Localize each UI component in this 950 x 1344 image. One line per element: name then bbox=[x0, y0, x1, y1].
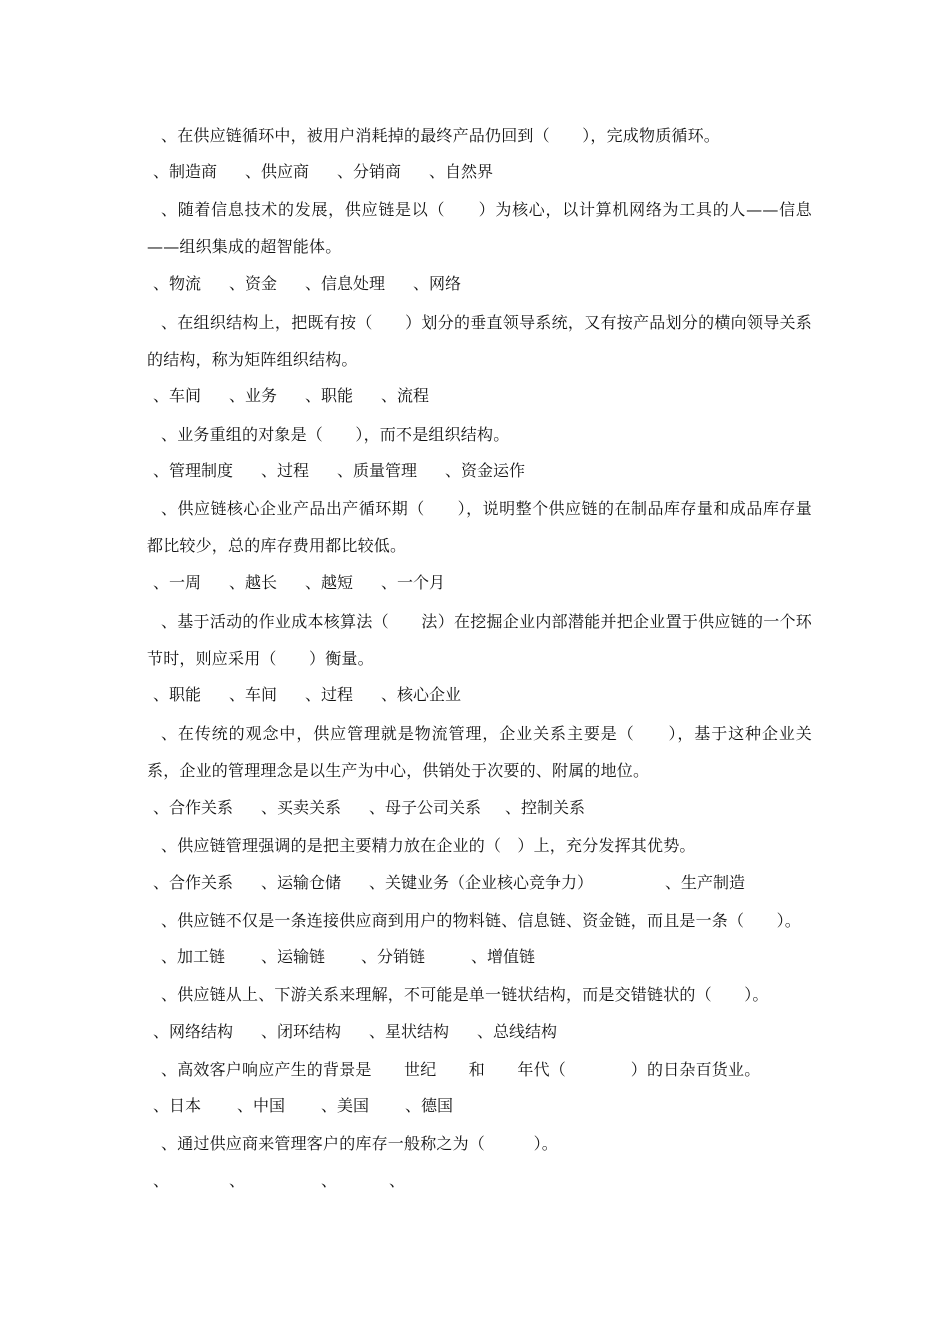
question-4-option-d: 、资金运作 bbox=[445, 461, 526, 480]
question-11-option-a: 、日本 bbox=[153, 1096, 202, 1115]
question-6-option-a: 、职能 bbox=[153, 685, 202, 704]
question-11-option-d: 、德国 bbox=[405, 1096, 454, 1115]
question-7-option-a: 、合作关系 bbox=[153, 798, 234, 817]
question-9-option-d: 、增值链 bbox=[471, 947, 536, 966]
question-9-stem: 、供应链不仅是一条连接供应商到用户的物料链、信息链、资金链，而且是一条（ ）。 bbox=[161, 911, 802, 930]
question-6-option-d: 、核心企业 bbox=[381, 685, 462, 704]
question-5-option-c: 、越短 bbox=[305, 573, 354, 592]
question-7-stem: 、在传统的观念中，供应管理就是物流管理，企业关系主要是（ ），基于这种企业关系，企业的管理理念是以生产为中心，供销处于次要的、附属的地位。 bbox=[147, 724, 812, 780]
question-4-option-a: 、管理制度 bbox=[153, 461, 234, 480]
question-5-stem: 、供应链核心企业产品出产循环期（ ），说明整个供应链的在制品库存量和成品库存量都比较少，总的库存费用都比较低。 bbox=[147, 499, 812, 555]
question-6-option-c: 、过程 bbox=[305, 685, 354, 704]
question-6-option-b: 、车间 bbox=[229, 685, 278, 704]
question-3-stem: 、在组织结构上，把既有按（ ）划分的垂直领导系统，又有按产品划分的横向领导关系的结构，称为矩阵组织结构。 bbox=[147, 313, 812, 369]
question-3-option-a: 、车间 bbox=[153, 386, 202, 405]
question-12-option-d: 、 bbox=[389, 1171, 406, 1190]
question-10-option-b: 、闭环结构 bbox=[261, 1022, 342, 1041]
question-10-stem: 、供应链从上、下游关系来理解，不可能是单一链状结构，而是交错链状的（ ）。 bbox=[161, 985, 769, 1004]
question-5-option-d: 、一个月 bbox=[381, 573, 446, 592]
question-12-option-c: 、 bbox=[321, 1171, 338, 1190]
question-9-option-c: 、分销链 bbox=[361, 947, 426, 966]
question-1-option-a: 、制造商 bbox=[153, 162, 218, 181]
question-1-option-c: 、分销商 bbox=[337, 162, 402, 181]
question-2-option-b: 、资金 bbox=[229, 274, 278, 293]
question-7-option-c: 、母子公司关系 bbox=[369, 798, 482, 817]
question-4-stem: 、业务重组的对象是（ ），而不是组织结构。 bbox=[161, 425, 510, 444]
question-9-option-b: 、运输链 bbox=[261, 947, 326, 966]
question-8-option-d: 、生产制造 bbox=[665, 873, 746, 892]
question-6-stem: 、基于活动的作业成本核算法（ 法）在挖掘企业内部潜能并把企业置于供应链的一个环节时，则应采用（ ）衡量。 bbox=[147, 612, 812, 668]
question-8-option-a: 、合作关系 bbox=[153, 873, 234, 892]
question-7-option-b: 、买卖关系 bbox=[261, 798, 342, 817]
question-3-option-b: 、业务 bbox=[229, 386, 278, 405]
question-4-option-b: 、过程 bbox=[261, 461, 310, 480]
question-12-stem: 、通过供应商来管理客户的库存一般称之为（ ）。 bbox=[161, 1134, 559, 1153]
question-2-option-c: 、信息处理 bbox=[305, 274, 386, 293]
question-11-stem: 、高效客户响应产生的背景是 世纪 和 年代（ ）的日杂百货业。 bbox=[161, 1060, 761, 1079]
question-12-option-b: 、 bbox=[229, 1171, 246, 1190]
question-3-option-c: 、职能 bbox=[305, 386, 354, 405]
question-8-option-c: 、关键业务（企业核心竞争力） bbox=[369, 873, 594, 892]
question-5-option-b: 、越长 bbox=[229, 573, 278, 592]
question-10-option-d: 、总线结构 bbox=[477, 1022, 558, 1041]
question-10-option-a: 、网络结构 bbox=[153, 1022, 234, 1041]
question-3-option-d: 、流程 bbox=[381, 386, 430, 405]
question-2-option-d: 、网络 bbox=[413, 274, 462, 293]
question-12-option-a: 、 bbox=[153, 1171, 170, 1190]
question-2-stem: 、随着信息技术的发展，供应链是以（ ）为核心，以计算机网络为工具的人——信息——组织集成的超智能体。 bbox=[147, 200, 812, 256]
question-8-stem: 、供应链管理强调的是把主要精力放在企业的（ ）上，充分发挥其优势。 bbox=[161, 836, 696, 855]
question-4-option-c: 、质量管理 bbox=[337, 461, 418, 480]
question-7-option-d: 、控制关系 bbox=[505, 798, 586, 817]
question-8-option-b: 、运输仓储 bbox=[261, 873, 342, 892]
question-11-option-c: 、美国 bbox=[321, 1096, 370, 1115]
question-1-stem: 、在供应链循环中，被用户消耗掉的最终产品仍回到（ ），完成物质循环。 bbox=[161, 126, 721, 145]
question-9-option-a: 、加工链 bbox=[161, 947, 226, 966]
question-11-option-b: 、中国 bbox=[237, 1096, 286, 1115]
question-1-option-d: 、自然界 bbox=[429, 162, 494, 181]
question-2-option-a: 、物流 bbox=[153, 274, 202, 293]
question-5-option-a: 、一周 bbox=[153, 573, 202, 592]
question-10-option-c: 、星状结构 bbox=[369, 1022, 450, 1041]
question-1-option-b: 、供应商 bbox=[245, 162, 310, 181]
